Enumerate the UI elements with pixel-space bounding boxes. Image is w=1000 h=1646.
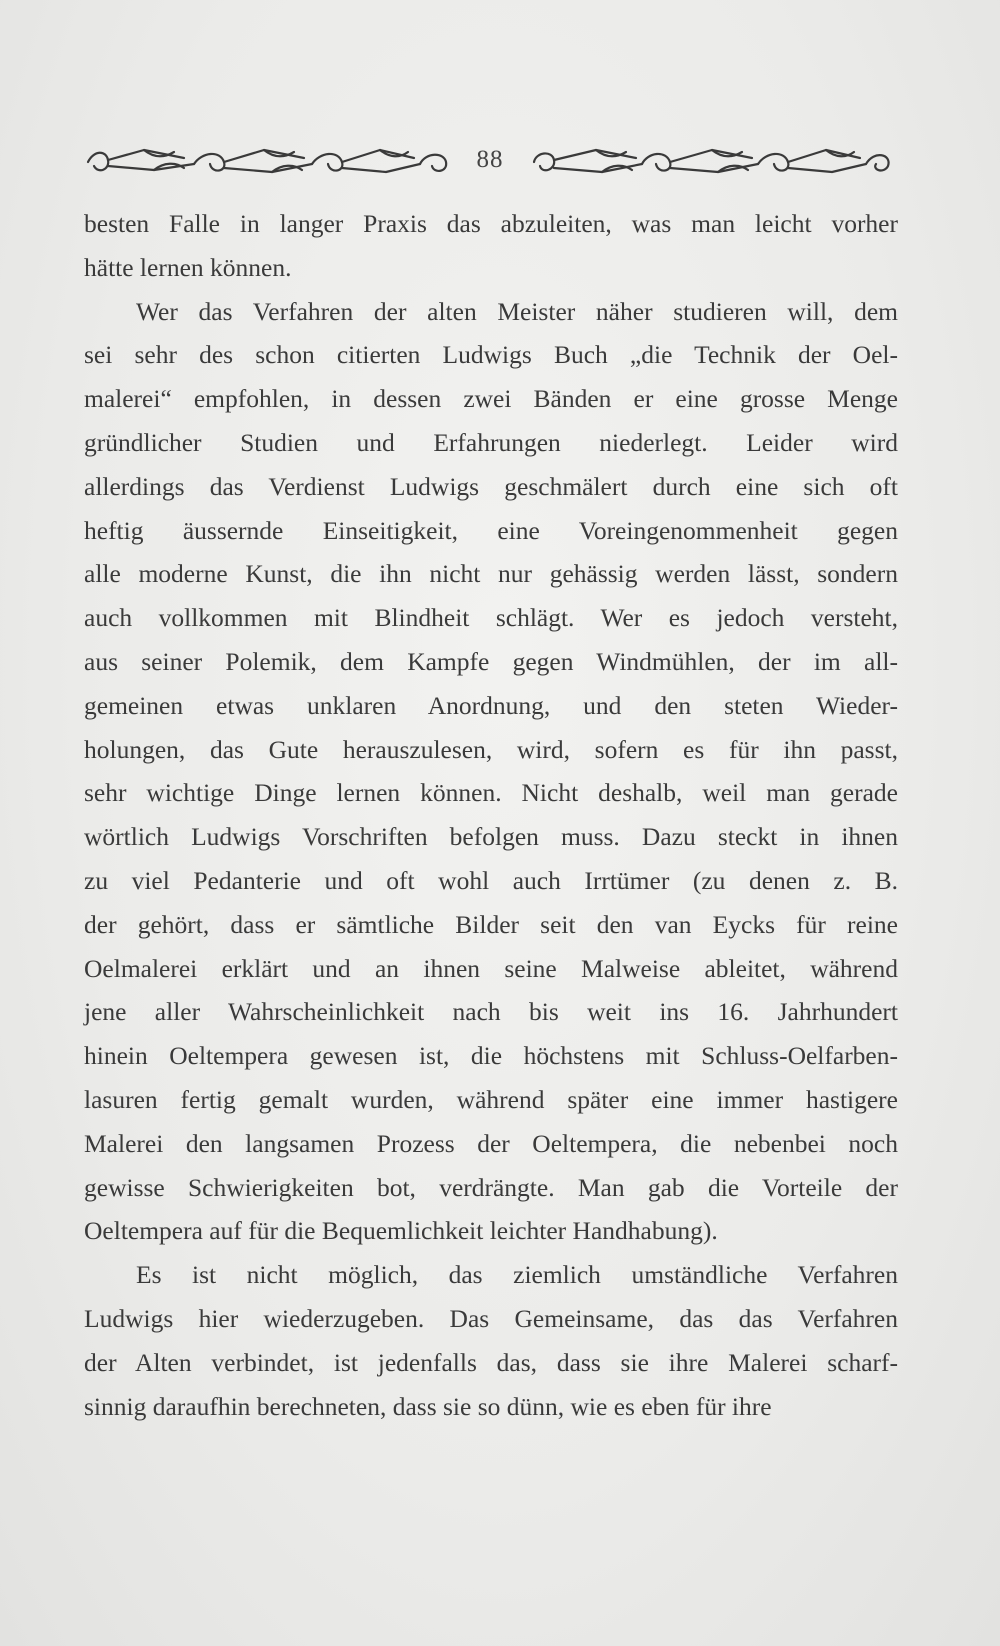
text-line: Ludwigs hier wiederzugeben. Das Gemeinsame, das das Verfahren — [84, 1303, 898, 1333]
text-line: holungen, das Gute herauszulesen, wird, sofern es für ihn passt, — [84, 734, 898, 764]
text-line: aus seiner Polemik, dem Kampfe gegen Windmühlen, der im all- — [84, 646, 898, 676]
text-line: malerei“ empfohlen, in dessen zwei Bänden er eine grosse Menge — [84, 384, 898, 414]
text-line: zu viel Pedanterie und oft wohl auch Irrtümer (zu denen z. B. — [84, 865, 898, 895]
text-line: gründlicher Studien und Erfahrungen niederlegt. Leider wird — [84, 427, 898, 457]
text-line: heftig äussernde Einseitigkeit, eine Voreingenommenheit gegen — [84, 515, 898, 545]
text-line: hinein Oeltempera gewesen ist, die höchstens mit Schluss-Oelfarben- — [84, 1041, 898, 1071]
text-line: der gehört, dass er sämtliche Bilder seit den van Eycks für reine — [84, 909, 898, 939]
text-line: sehr wichtige Dinge lernen können. Nicht deshalb, weil man gerade — [84, 778, 898, 808]
paragraph — [84, 1253, 898, 1428]
text-line: Es ist nicht möglich, das ziemlich umständliche Verfahren — [136, 1260, 898, 1290]
text-line: sei sehr des schon citierten Ludwigs Buch „die Technik der Oel- — [84, 340, 898, 370]
page-number: 88 — [476, 146, 504, 173]
text-line: Malerei den langsamen Prozess der Oeltempera, die nebenbei noch — [84, 1128, 898, 1158]
text-line: besten Falle in langer Praxis das abzuleiten, was man leicht vorher — [84, 209, 898, 238]
paragraph — [84, 290, 898, 1254]
text-line: sinnig daraufhin berechneten, dass sie so dünn, wie es eben für ihre — [84, 1391, 772, 1421]
text-line: jene aller Wahrscheinlichkeit nach bis weit ins 16. Jahrhundert — [84, 997, 898, 1027]
text-line: Oeltempera auf für die Bequemlichkeit leichter Handhabung). — [84, 1216, 718, 1246]
page-header — [84, 136, 896, 186]
text-line: Oelmalerei erklärt und an ihnen seine Malweise ableitet, während — [84, 953, 898, 983]
text-line: auch vollkommen mit Blindheit schlägt. Wer es jedoch versteht, — [84, 603, 898, 633]
art-nouveau-ornament-right-icon — [526, 140, 896, 180]
body-text — [84, 202, 898, 1428]
text-line: hätte lernen können. — [84, 252, 292, 282]
text-line: wörtlich Ludwigs Vorschriften befolgen muss. Dazu steckt in ihnen — [84, 822, 898, 852]
text-line: gewisse Schwierigkeiten bot, verdrängte. Man gab die Vorteile der — [84, 1172, 898, 1202]
paragraph — [84, 202, 898, 290]
text-line: alle moderne Kunst, die ihn nicht nur gehässig werden lässt, sondern — [84, 559, 898, 589]
text-line: lasuren fertig gemalt wurden, während später eine immer hastigere — [84, 1084, 898, 1114]
text-line: gemeinen etwas unklaren Anordnung, und den steten Wieder- — [84, 690, 898, 720]
text-line: der Alten verbindet, ist jedenfalls das, dass sie ihre Malerei scharf- — [84, 1347, 898, 1377]
text-line: allerdings das Verdienst Ludwigs geschmälert durch eine sich oft — [84, 471, 898, 501]
text-line: Wer das Verfahren der alten Meister näher studieren will, dem — [136, 296, 898, 326]
